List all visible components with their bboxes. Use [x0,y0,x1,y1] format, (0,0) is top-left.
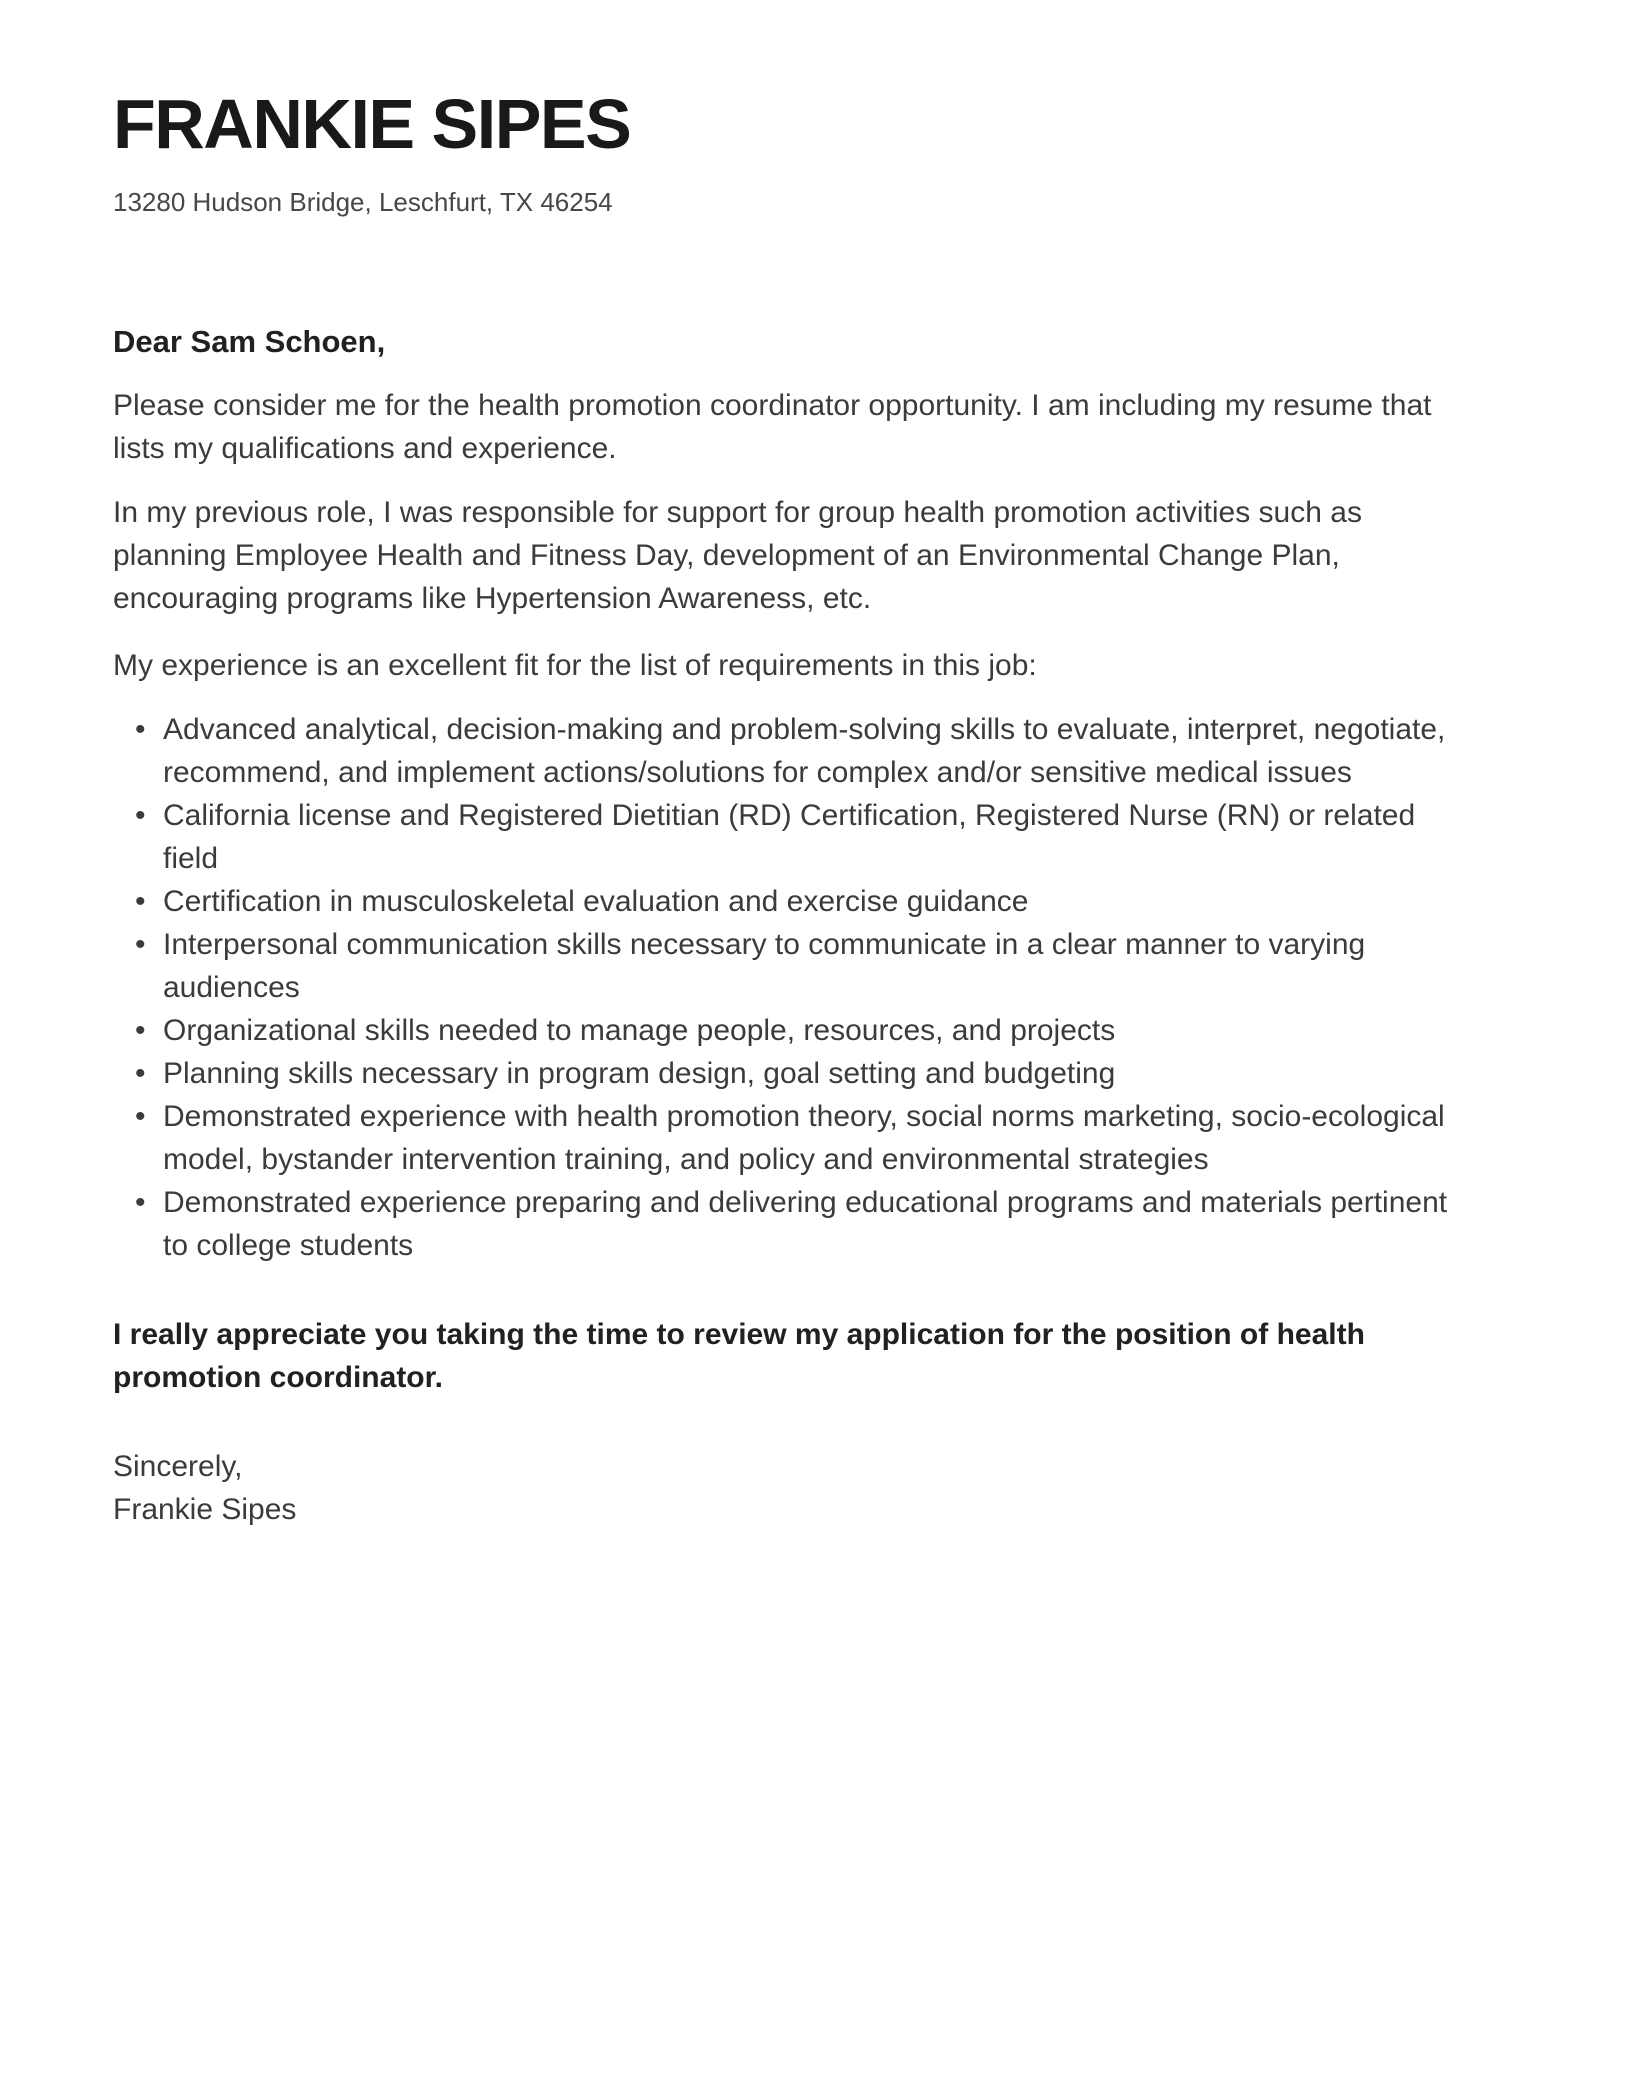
requirement-item: • Organizational skills needed to manage people, resources, and projects [163,1009,1473,1052]
signoff: Sincerely, [113,1450,243,1483]
requirement-item: • Planning skills necessary in program design, goal setting and budgeting [163,1052,1473,1095]
letter-header [113,85,1512,218]
requirement-item: • Certification in musculoskeletal evaluation and exercise guidance [163,880,1473,923]
paragraph-previous-role: In my previous role, I was responsible for support for group health promotion activities such as planning Employee Health and Fitness Day, development of an Environmental Change Plan, encouraging programs like Hypertension Awareness, etc. [113,496,1362,615]
requirement-item: • Demonstrated experience preparing and delivering educational programs and materials pertinent to college students [163,1181,1473,1267]
requirement-item: • Advanced analytical, decision-making and problem-solving skills to evaluate, interpret, negotiate, recommend, and implement actions/solutions for complex and/or sensitive medical issues [163,708,1473,794]
sender-name: FRANKIE SIPES [113,85,631,163]
requirement-item: • Interpersonal communication skills necessary to communicate in a clear manner to varying audiences [163,923,1473,1009]
signoff-block [113,1445,1512,1531]
signature-name: Frankie Sipes [113,1493,297,1526]
requirement-item: • California license and Registered Dietitian (RD) Certification, Registered Nurse (RN) or related field [163,794,1473,880]
closing-statement: I really appreciate you taking the time to review my application for the position of health promotion coordinator. [113,1318,1365,1394]
paragraph-requirements-intro: My experience is an excellent fit for the list of requirements in this job: [113,649,1037,682]
requirement-item: • Demonstrated experience with health promotion theory, social norms marketing, socio-ecological model, bystander intervention training, and policy and environmental strategies [163,1095,1473,1181]
paragraph-introduction: Please consider me for the health promotion coordinator opportunity. I am including my resume that lists my qualifications and experience. [113,389,1432,465]
requirements-list [113,708,1473,1267]
greeting: Dear Sam Schoen, [113,324,386,359]
sender-address: 13280 Hudson Bridge, Leschfurt, TX 46254 [113,187,613,217]
letter-body [113,320,1512,1531]
